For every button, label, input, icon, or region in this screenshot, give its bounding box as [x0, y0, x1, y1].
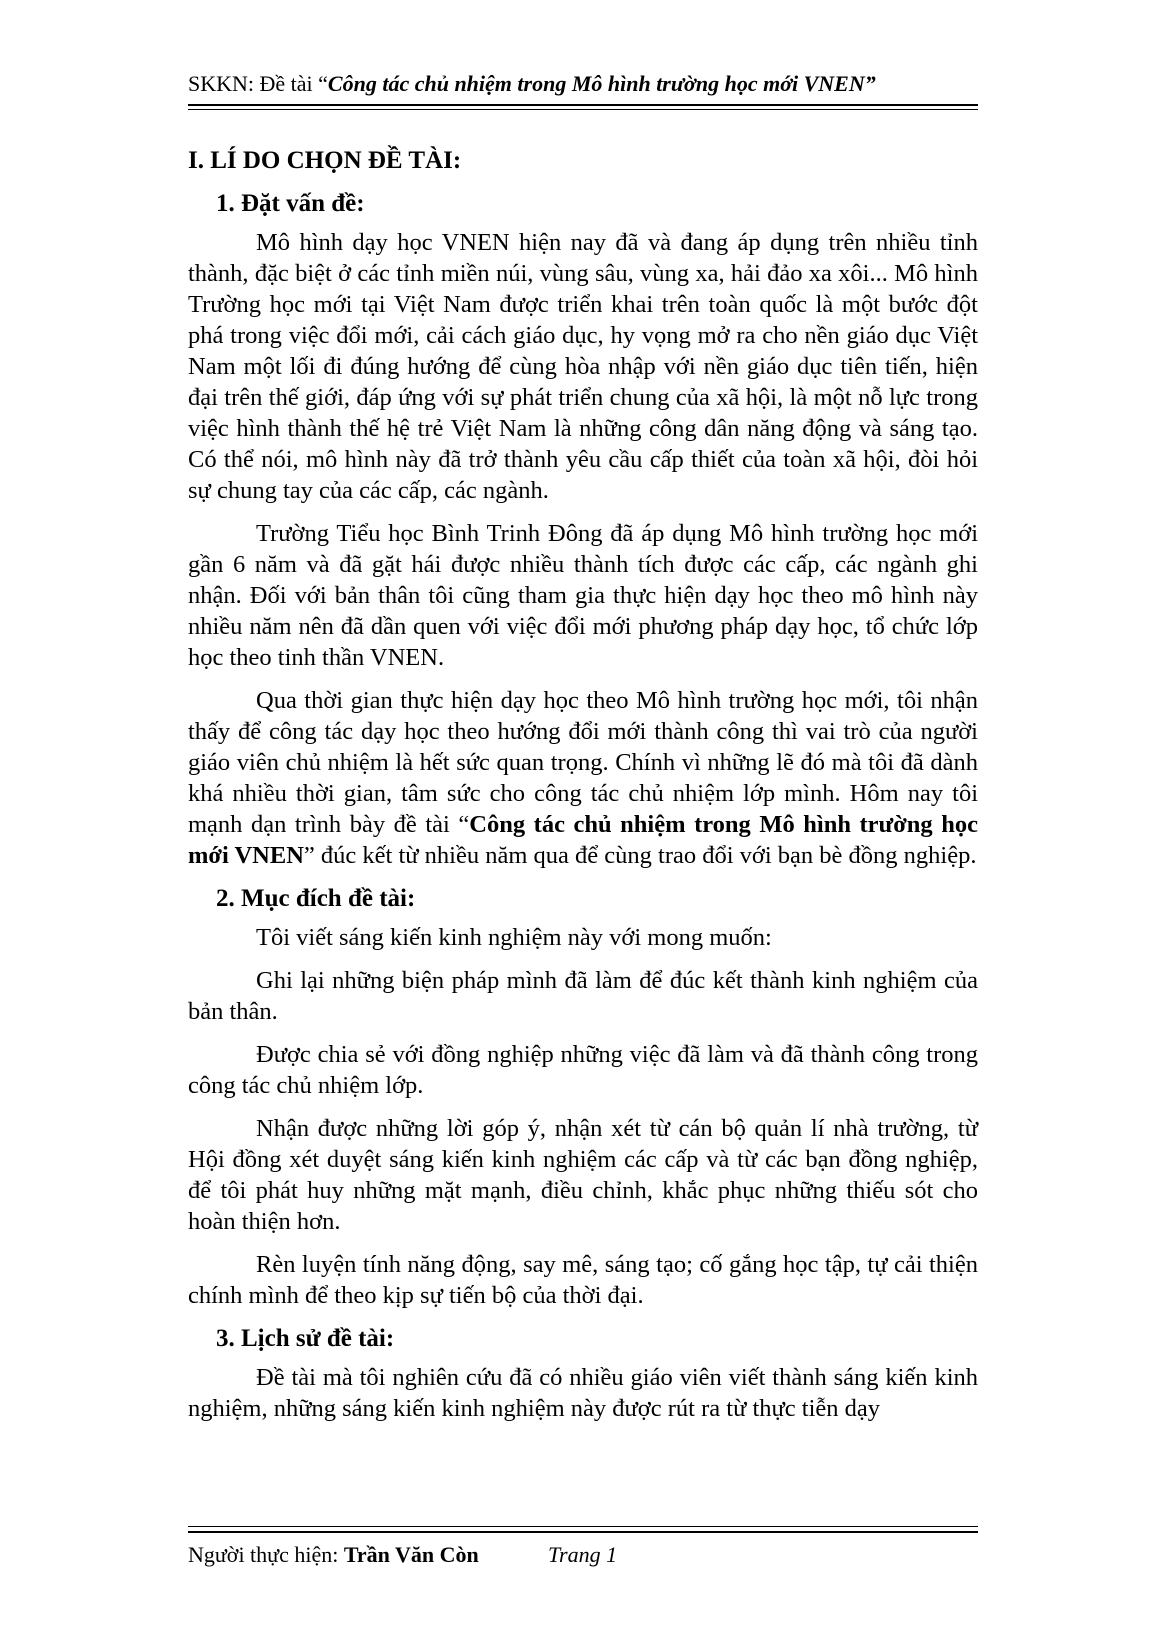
- paragraph: Trường Tiểu học Bình Trinh Đông đã áp dụng Mô hình trường học mới gần 6 năm và đã gặt hái được nhiều thành tích được các cấp, các ngành ghi nhận. Đối với bản thân tôi cũng tham gia thực hiện dạy học theo mô hình này nhiều năm nên đã dần quen với việc đổi mới phương pháp dạy học, tổ chức lớp học theo tinh thần VNEN.: [188, 520, 978, 671]
- subsection-heading-3: 3. Lịch sử đề tài:: [216, 1325, 395, 1352]
- paragraph: Tôi viết sáng kiến kinh nghiệm này với mong muốn:: [256, 924, 772, 951]
- paragraph: Nhận được những lời góp ý, nhận xét từ cán bộ quản lí nhà trường, từ Hội đồng xét duyệt sáng kiến kinh nghiệm các cấp và từ các bạn đồng nghiệp, để tôi phát huy những mặt mạnh, điều chỉnh, khắc phục những thiếu sót cho hoàn thiện hơn.: [188, 1115, 978, 1235]
- footer-rule-thick: [188, 1531, 978, 1533]
- paragraph: [188, 685, 978, 871]
- paragraph-bold-title: Công tác chủ nhiệm trong Mô hình trường học mới VNEN: [188, 811, 978, 869]
- paragraph: Đề tài mà tôi nghiên cứu đã có nhiều giáo viên viết thành sáng kiến kinh nghiệm, những sáng kiến kinh nghiệm này được rút ra từ thực tiễn dạy: [188, 1364, 978, 1422]
- paragraph: Ghi lại những biện pháp mình đã làm để đúc kết thành kinh nghiệm của bản thân.: [188, 967, 978, 1025]
- page-footer: [188, 1541, 978, 1569]
- footer-rule-thin: [188, 1526, 978, 1527]
- header-title: Công tác chủ nhiệm trong Mô hình trường học mới VNEN”: [327, 71, 876, 96]
- document-body: [188, 145, 978, 1436]
- paragraph: Được chia sẻ với đồng nghiệp những việc đã làm và đã thành công trong công tác chủ nhiệm lớp.: [188, 1041, 978, 1099]
- header-prefix: SKKN: Đề tài “: [188, 71, 328, 96]
- section-heading: I. LÍ DO CHỌN ĐỀ TÀI:: [188, 147, 462, 174]
- page-header: [188, 70, 978, 98]
- paragraph: Rèn luyện tính năng động, say mê, sáng tạo; cố gắng học tập, tự cải thiện chính mình để theo kịp sự tiến bộ của thời đại.: [188, 1251, 978, 1309]
- footer-author: Trần Văn Còn: [343, 1542, 479, 1567]
- footer-label: Người thực hiện:: [188, 1542, 344, 1567]
- header-rule-thick: [188, 104, 978, 106]
- paragraph: Mô hình dạy học VNEN hiện nay đã và đang áp dụng trên nhiều tỉnh thành, đặc biệt ở các tỉnh miền núi, vùng sâu, vùng xa, hải đảo xa xôi... Mô hình Trường học mới tại Việt Nam được triển khai trên toàn quốc là một bước đột phá trong việc đổi mới, cải cách giáo dục, hy vọng mở ra cho nền giáo dục Việt Nam một lối đi đúng hướng để cùng hòa nhập với nền giáo dục tiên tiến, hiện đại trên thế giới, đáp ứng với sự phát triển chung của xã hội, là một nỗ lực trong việc hình thành thế hệ trẻ Việt Nam là những công dân năng động và sáng tạo. Có thể nói, mô hình này đã trở thành yêu cầu cấp thiết của toàn xã hội, đòi hỏi sự chung tay của các cấp, các ngành.: [188, 229, 978, 504]
- subsection-heading-1: 1. Đặt vấn đề:: [216, 190, 365, 217]
- page-number: Trang 1: [548, 1542, 618, 1567]
- paragraph-text: ” đúc kết từ nhiều năm qua để cùng trao đổi với bạn bè đồng nghiệp.: [303, 842, 977, 869]
- subsection-heading-2: 2. Mục đích đề tài:: [216, 885, 416, 912]
- header-rule-thin: [188, 109, 978, 110]
- paragraph-text: Qua thời gian thực hiện dạy học theo Mô hình trường học mới, tôi nhận thấy để công tác dạy học theo hướng đổi mới thành công thì vai trò của người giáo viên chủ nhiệm là hết sức quan trọng. Chính vì những lẽ đó mà tôi đã dành khá nhiều thời gian, tâm sức cho công tác chủ nhiệm lớp mình. Hôm nay tôi mạnh dạn trình bày đề tài “: [188, 687, 978, 838]
